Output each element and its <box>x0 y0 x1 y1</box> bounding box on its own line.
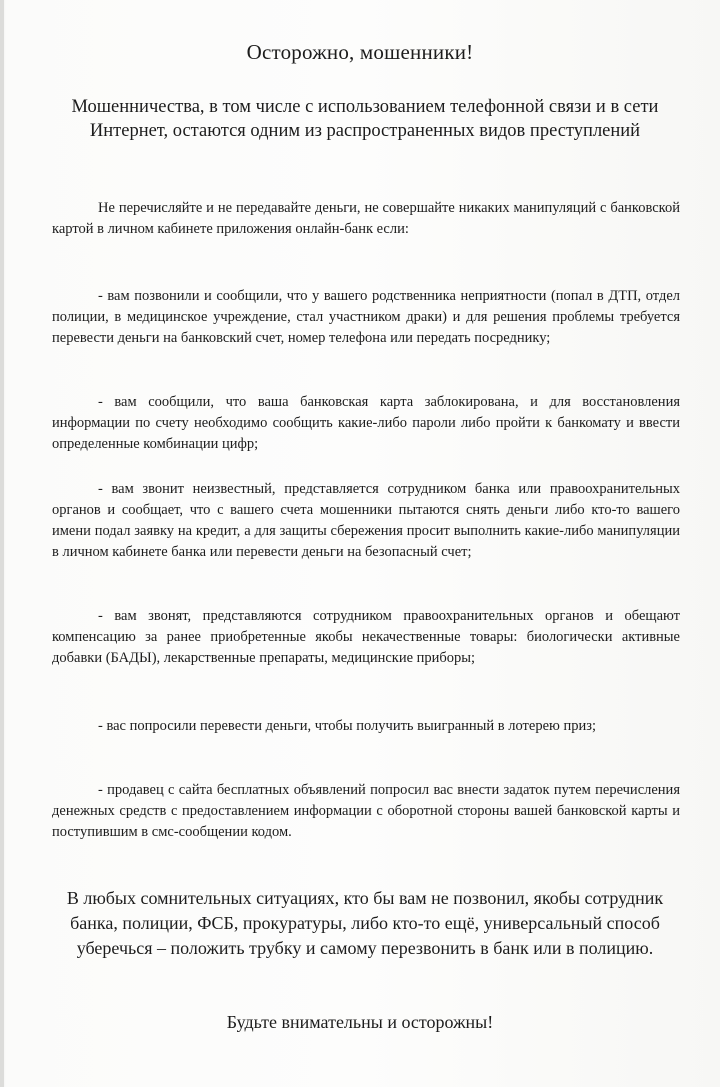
list-item-compensation-offer: - вам звонят, представляются сотрудником правоохранительных органов и обещают компенсацию за ранее приобретенные якобы некачественные товары: биологически активные добавки (БАДЫ), лекарственные препараты, медицинские приборы; <box>52 608 680 666</box>
list-item-lottery-prize: - вас попросили перевести деньги, чтобы получить выигранный в лотерею приз; <box>98 718 596 734</box>
list-item-bank-employee-call: - вам звонит неизвестный, представляется сотрудником банка или правоохранительных органов и сообщает, что с вашего счета мошенники пытаются снять деньги либо кто-то вашего имени подал заявку на кредит, а для защиты сбережения просит выполнить какие-либо манипуляции в личном кабинете банка или перевести деньги на безопасный счет; <box>52 481 680 560</box>
list-item-classifieds-seller: - продавец с сайта бесплатных объявлений попросил вас внести задаток путем перечисления денежных средств с предоставлением информации с оборотной стороны вашей банковской карты и поступившим в смс-сообщении кодом. <box>52 782 680 840</box>
list-item-card-blocked: - вам сообщили, что ваша банковская карта заблокирована, и для восстановления информации по счету необходимо сообщить какие-либо пароли либо пройти к банкомату и ввести определенные комбинации цифр; <box>52 394 680 452</box>
warning-paragraph: В любых сомнительных ситуациях, кто бы вам не позвонил, якобы сотрудник банка, полиции, ФСБ, прокуратуры, либо кто-то ещё, универсальный способ уберечься – положить трубку и самому перезвонить в банк или в полицию. <box>66 888 664 958</box>
document-title: Осторожно, мошенники! <box>246 40 474 64</box>
document-subtitle: Мошенничества, в том числе с использованием телефонной связи и в сети Интернет, остаются одним из распространенных видов преступлений <box>71 97 659 141</box>
closing-line: Будьте внимательны и осторожны! <box>226 1012 494 1032</box>
intro-paragraph: Не перечисляйте и не передавайте деньги, не совершайте никаких манипуляций с банковской картой в личном кабинете приложения онлайн-банк если: <box>52 200 680 237</box>
list-item-relative-trouble: - вам позвонили и сообщили, что у вашего родственника неприятности (попал в ДТП, отдел полиции, в медицинское учреждение, стал участником драки) и для решения проблемы требуется перевести деньги на банковский счет, номер телефона или передать посреднику; <box>52 288 680 346</box>
scan-edge-shadow <box>0 0 4 1087</box>
